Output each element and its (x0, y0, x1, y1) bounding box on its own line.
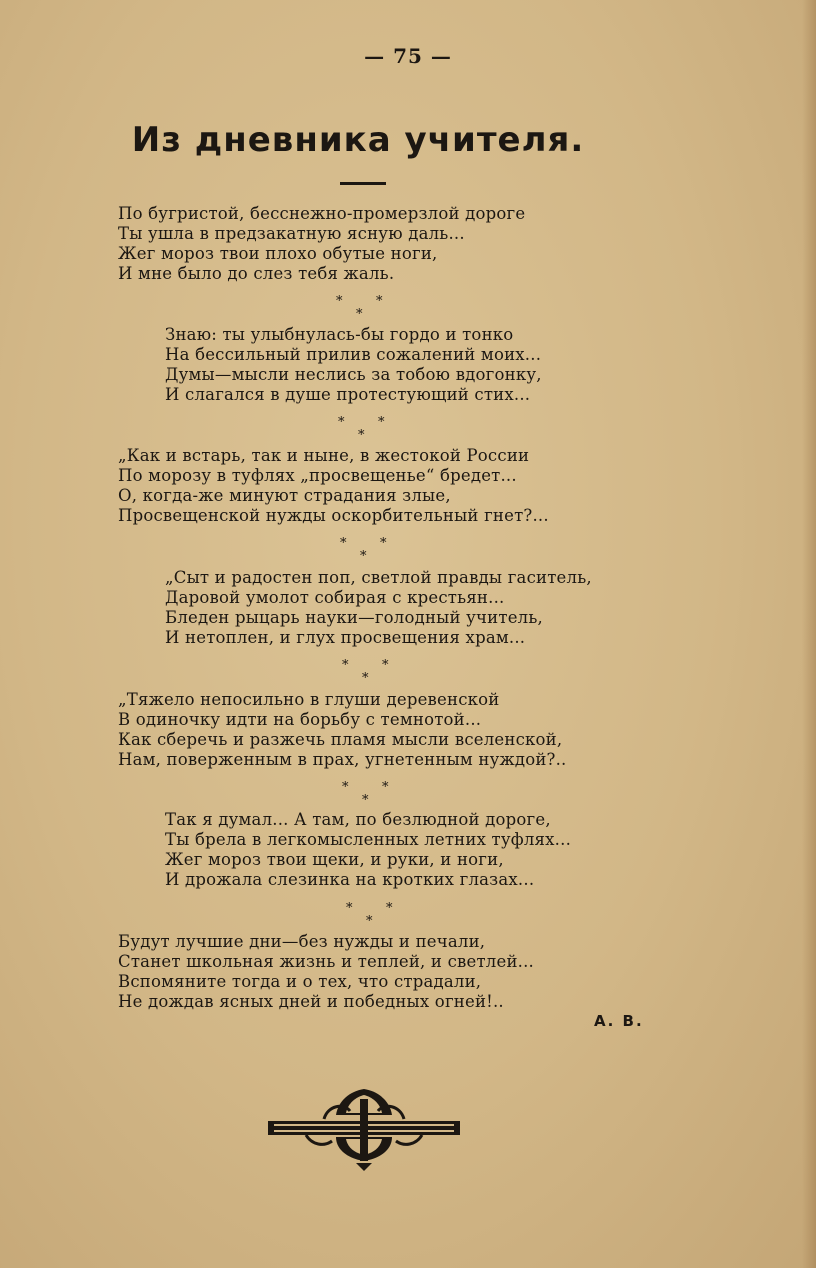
poem-line: Вспомяните тогда и о тех, что страдали, (118, 972, 482, 991)
asterisk: * (378, 415, 385, 430)
asterisk: * (338, 415, 345, 430)
poem-line: Нам, поверженным в прах, угнетенным нуждой?.. (118, 750, 567, 769)
poem-line: Ты ушла в предзакатную ясную даль... (118, 224, 465, 243)
asterisk: * (342, 658, 349, 673)
title-rule (340, 182, 386, 185)
poem-line: По морозу в туфлях „просвещенье“ бредет... (118, 466, 517, 485)
asterisk: * (342, 780, 349, 795)
poem-line: Знаю: ты улыбнулась-бы гордо и тонко (165, 325, 514, 344)
poem-line: И слагался в душе протестующий стих... (165, 385, 531, 404)
poem-line: Будут лучшие дни—без нужды и печали, (118, 932, 486, 951)
poem-line: И нетоплен, и глух просвещения храм... (165, 628, 526, 647)
poem-line: О, когда-же минуют страдания злые, (118, 486, 451, 505)
asterisk: * (358, 428, 365, 443)
poem-title: Из дневника учителя. (131, 120, 585, 160)
poem-line: По бугристой, бесснежно-промерзлой дороге (118, 204, 526, 223)
ornament-icon (266, 1085, 462, 1173)
poem-line: „Как и встарь, так и ныне, в жестокой России (118, 446, 530, 465)
asterisk: * (382, 780, 389, 795)
poem-line: В одиночку идти на борьбу с темнотой... (118, 710, 482, 729)
asterisk: * (360, 549, 367, 564)
asterisk: * (336, 294, 343, 309)
poem-line: Жег мороз твои щеки, и руки, и ноги, (165, 850, 504, 869)
poem-line: На бессильный прилив сожалений моих... (165, 345, 542, 364)
asterisk: * (340, 536, 347, 551)
asterisk: * (346, 901, 353, 916)
asterisk: * (376, 294, 383, 309)
poem-line: Жег мороз твои плохо обутые ноги, (118, 244, 438, 263)
poem-line: И дрожала слезинка на кротких глазах... (165, 870, 535, 889)
asterisk: * (362, 671, 369, 686)
poem-line: Просвещенской нужды оскорбительный гнет?... (118, 506, 549, 525)
asterisk: * (380, 536, 387, 551)
poem-line: И мне было до слез тебя жаль. (118, 264, 395, 283)
poem-line: Станет школьная жизнь и теплей, и светлей... (118, 952, 534, 971)
poem-line: „Тяжело непосильно в глуши деревенской (118, 690, 500, 709)
poem-line: Не дождав ясных дней и победных огней!.. (118, 992, 504, 1011)
asterisk: * (382, 658, 389, 673)
poem-line: „Сыт и радостен поп, светлой правды гаситель, (165, 568, 592, 587)
author-signature: А. В. (594, 1012, 644, 1030)
asterisk: * (356, 307, 363, 322)
page-number: — 75 — (364, 44, 452, 68)
poem-line: Бледен рыцарь науки—голодный учитель, (165, 608, 543, 627)
poem-line: Даровой умолот собирая с крестьян... (165, 588, 505, 607)
poem-line: Как сберечь и разжечь пламя мысли вселенской, (118, 730, 563, 749)
asterisk: * (386, 901, 393, 916)
poem-line: Так я думал... А там, по безлюдной дороге, (165, 810, 551, 829)
poem-line: Ты брела в легкомысленных летних туфлях... (165, 830, 572, 849)
asterisk: * (362, 793, 369, 808)
asterisk: * (366, 914, 373, 929)
page-edge-shadow (802, 0, 816, 1268)
poem-line: Думы—мысли неслись за тобою вдогонку, (165, 365, 542, 384)
